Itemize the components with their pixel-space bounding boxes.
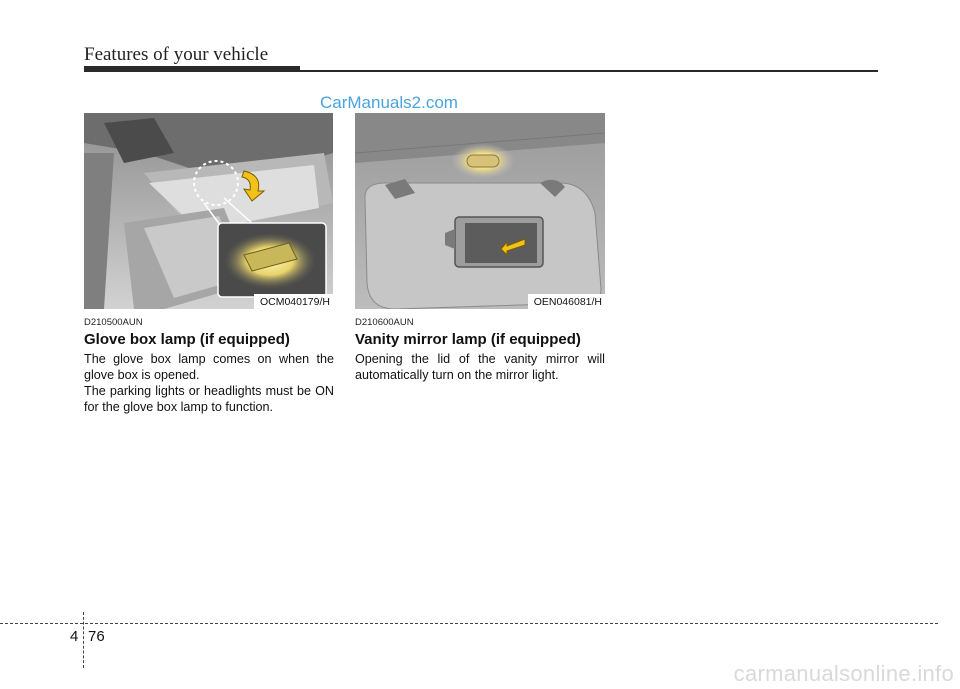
section-code: D210600AUN: [355, 317, 414, 328]
vanity-mirror-figure: [355, 113, 605, 309]
watermark-bottom[interactable]: carmanualsonline.info: [733, 661, 954, 686]
figure-caption: OEN046081/H: [528, 294, 605, 309]
glove-box-figure: [84, 113, 333, 309]
footer-divider: [83, 612, 84, 668]
page-header-title: Features of your vehicle: [84, 44, 269, 65]
paragraph: The glove box lamp comes on when the glove box is opened.: [84, 352, 334, 382]
glove-box-illustration: [84, 113, 333, 309]
watermark-top[interactable]: CarManuals2.com: [320, 93, 458, 112]
paragraph: Opening the lid of the vanity mirror will automatically turn on the mirror light.: [355, 352, 605, 382]
header-rule-thin: [300, 70, 878, 72]
section-code: D210500AUN: [84, 317, 143, 328]
figure-caption: OCM040179/H: [254, 294, 333, 309]
vanity-mirror-illustration: [355, 113, 605, 309]
chapter-number: 4: [70, 628, 79, 645]
header-rule-thick: [84, 66, 300, 72]
section-title: Glove box lamp (if equipped): [84, 331, 290, 348]
page-number: 76: [88, 628, 105, 645]
section-title: Vanity mirror lamp (if equipped): [355, 331, 581, 348]
paragraph: The parking lights or headlights must be ON for the glove box lamp to function.: [84, 384, 334, 414]
footer-rule: [0, 623, 938, 624]
